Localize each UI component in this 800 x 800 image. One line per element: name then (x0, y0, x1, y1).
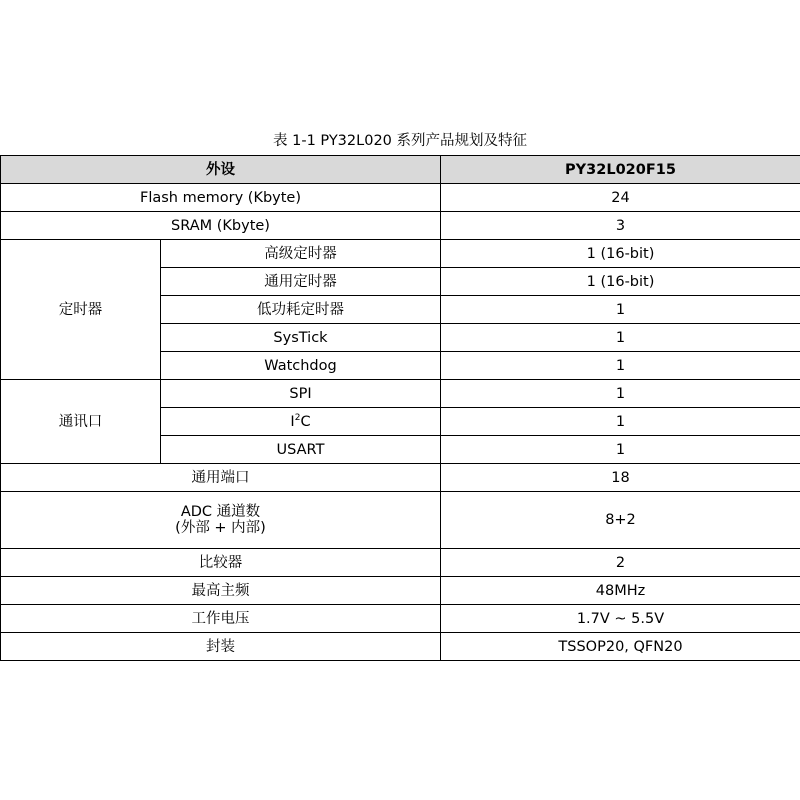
product-spec-table (0, 155, 800, 661)
table-caption: 表 1-1 PY32L020 系列产品规划及特征 (273, 133, 527, 149)
row-value-usart: 1 (441, 436, 800, 464)
table-row (1, 380, 800, 408)
i2c-label-c: C (300, 413, 311, 430)
row-value-sram: 3 (441, 212, 800, 240)
row-label-lp-timer: 低功耗定时器 (161, 296, 441, 324)
row-label-flash: Flash memory (Kbyte) (1, 184, 441, 212)
adc-label-line1: ADC 通道数 (180, 504, 261, 520)
row-value-adv-timer: 1 (16-bit) (441, 240, 800, 268)
row-value-watchdog: 1 (441, 352, 800, 380)
row-value-systick: 1 (441, 324, 800, 352)
header-model: PY32L020F15 (441, 156, 800, 184)
table-row (1, 605, 800, 633)
row-label-sram: SRAM (Kbyte) (1, 212, 441, 240)
row-label-watchdog: Watchdog (161, 352, 441, 380)
group-label-timers: 定时器 (1, 240, 161, 380)
row-value-adc: 8+2 (441, 492, 800, 549)
row-label-spi: SPI (161, 380, 441, 408)
group-label-comm: 通讯口 (1, 380, 161, 464)
table-row (1, 184, 800, 212)
table-row (1, 464, 800, 492)
table-row (1, 240, 800, 268)
row-label-adv-timer: 高级定时器 (161, 240, 441, 268)
row-label-usart: USART (161, 436, 441, 464)
table-row (1, 577, 800, 605)
row-label-systick: SysTick (161, 324, 441, 352)
row-label-i2c (161, 408, 441, 436)
row-value-i2c: 1 (441, 408, 800, 436)
i2c-label-i: I (290, 413, 295, 430)
row-label-package: 封装 (1, 633, 441, 661)
row-value-gen-timer: 1 (16-bit) (441, 268, 800, 296)
table-row (1, 492, 800, 549)
row-value-package: TSSOP20, QFN20 (441, 633, 800, 661)
table-header-row (1, 156, 800, 184)
row-label-voltage: 工作电压 (1, 605, 441, 633)
row-label-gpio: 通用端口 (1, 464, 441, 492)
adc-label-line2: (外部 + 内部) (175, 520, 266, 536)
row-label-comparator: 比较器 (1, 549, 441, 577)
row-value-flash: 24 (441, 184, 800, 212)
table-row (1, 212, 800, 240)
header-peripheral: 外设 (1, 156, 441, 184)
row-value-max-freq: 48MHz (441, 577, 800, 605)
row-label-adc (1, 492, 441, 549)
i2c-label-sup: 2 (294, 412, 301, 423)
row-value-voltage: 1.7V ~ 5.5V (441, 605, 800, 633)
table-row (1, 633, 800, 661)
row-label-gen-timer: 通用定时器 (161, 268, 441, 296)
row-label-max-freq: 最高主频 (1, 577, 441, 605)
row-value-comparator: 2 (441, 549, 800, 577)
row-value-gpio: 18 (441, 464, 800, 492)
table-row (1, 549, 800, 577)
row-value-spi: 1 (441, 380, 800, 408)
row-value-lp-timer: 1 (441, 296, 800, 324)
